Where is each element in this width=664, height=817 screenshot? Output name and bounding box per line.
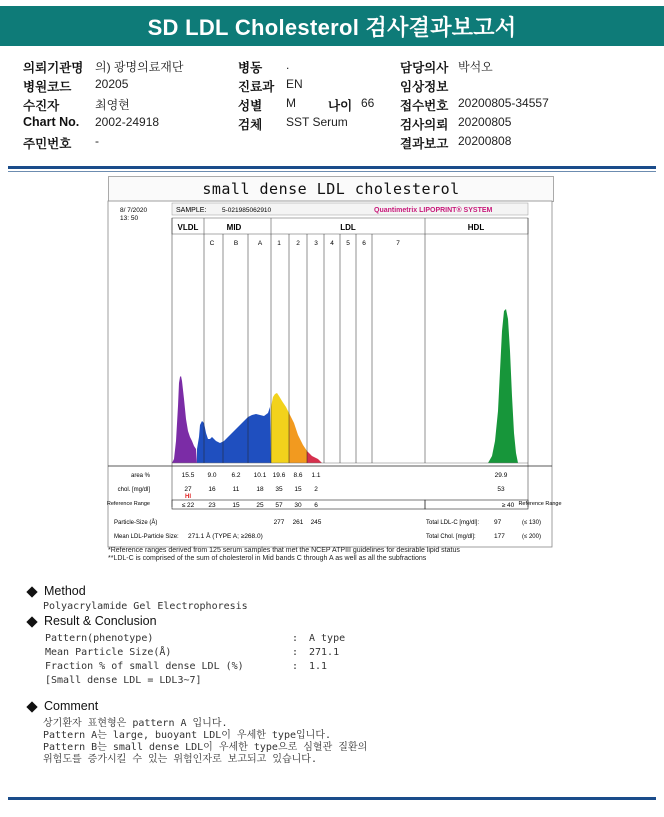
comment-line: Pattern A는 large, buoyant LDL이 우세한 type입니다. bbox=[43, 730, 331, 741]
sample-id: 5-021985062910 bbox=[222, 207, 272, 214]
result-colon: : bbox=[292, 633, 299, 644]
ref-value: 30 bbox=[294, 502, 302, 509]
result-colon: : bbox=[292, 647, 299, 658]
info-value: 의) 광명의료재단 bbox=[95, 60, 184, 74]
size-value: 277 bbox=[273, 519, 285, 526]
info-label: 주민번호 bbox=[23, 137, 72, 151]
info-value: SST Serum bbox=[286, 115, 348, 129]
row-label-size: Particle-Size (Å) bbox=[114, 520, 158, 526]
chol-value: 18 bbox=[256, 486, 264, 493]
info-value: 66 bbox=[361, 96, 375, 110]
total-ldl-label: Total LDL-C [mg/dl]: bbox=[426, 520, 480, 526]
result-value: 271.1 bbox=[309, 647, 340, 658]
lipoprint-panel bbox=[106, 201, 562, 547]
patient-info bbox=[0, 52, 664, 162]
result-heading-text: Result & Conclusion bbox=[44, 614, 157, 628]
area-value: 19.6 bbox=[272, 472, 286, 479]
chol-value: 16 bbox=[208, 486, 216, 493]
lipoprint-title: small dense LDL cholesterol bbox=[108, 176, 554, 202]
total-chol-ref: (≤ 200) bbox=[522, 534, 541, 540]
info-value: 2002-24918 bbox=[95, 115, 160, 129]
info-label: 나이 bbox=[328, 99, 353, 113]
method-text: Polyacrylamide Gel Electrophoresis bbox=[43, 601, 248, 612]
result-label: Pattern(phenotype) bbox=[45, 633, 154, 644]
footnote: **LDL-C is comprised of the sum of cholesterol in Mid bands C through A as well as all the subfractions bbox=[108, 555, 427, 562]
result-note: [Small dense LDL = LDL3~7] bbox=[45, 675, 202, 686]
size-value: 245 bbox=[310, 519, 322, 526]
info-label: 접수번호 bbox=[400, 99, 449, 113]
info-value: 20200805-34557 bbox=[458, 96, 549, 110]
report-title: SD LDL Cholesterol 검사결과보고서 bbox=[147, 14, 517, 40]
area-value: 29.9 bbox=[494, 472, 508, 479]
ref-value: ≤ 22 bbox=[181, 502, 195, 509]
info-label: 성별 bbox=[238, 99, 263, 113]
group-vldl: VLDL bbox=[177, 223, 199, 232]
ref-value: 57 bbox=[275, 502, 283, 509]
diamond-icon bbox=[26, 701, 37, 712]
ref-value: 6 bbox=[314, 502, 318, 509]
info-label: 의뢰기관명 bbox=[23, 61, 84, 75]
sample-label: SAMPLE: bbox=[176, 207, 207, 214]
panel-frame bbox=[108, 201, 552, 547]
chol-value: 53 bbox=[497, 486, 505, 493]
info-label: 담당의사 bbox=[400, 61, 449, 75]
info-label: 병동 bbox=[238, 61, 263, 75]
system-label: Quantimetrix LIPOPRINT® SYSTEM bbox=[374, 207, 493, 214]
area-value: 1.1 bbox=[311, 472, 321, 479]
info-label: 결과보고 bbox=[400, 137, 449, 151]
info-value: . bbox=[286, 58, 290, 72]
info-value: 최영현 bbox=[95, 98, 130, 112]
info-label: 검사의뢰 bbox=[400, 118, 449, 132]
group-hdl: HDL bbox=[467, 223, 485, 232]
group-mid: MID bbox=[226, 223, 242, 232]
mean-size-value: 271.1 Å (TYPE A; ≥268.0) bbox=[188, 533, 263, 540]
info-label: 임상정보 bbox=[400, 80, 449, 94]
chol-value: 27 bbox=[184, 486, 192, 493]
divider bbox=[8, 171, 656, 172]
diamond-icon bbox=[26, 586, 37, 597]
chol-flag: HI bbox=[185, 494, 191, 500]
divider bbox=[8, 166, 656, 169]
info-value: EN bbox=[286, 77, 303, 91]
chol-value: 15 bbox=[294, 486, 302, 493]
ref-value: 15 bbox=[232, 502, 240, 509]
info-label: 검체 bbox=[238, 118, 263, 132]
chol-value: 11 bbox=[232, 486, 240, 493]
area-value: 10.1 bbox=[253, 472, 267, 479]
info-label: 병원코드 bbox=[23, 80, 72, 94]
area-value: 15.5 bbox=[181, 472, 195, 479]
band-label: C bbox=[209, 240, 215, 247]
comment-line: Pattern B는 small dense LDL이 우세한 type으로 심혈관 질환의 bbox=[43, 742, 368, 753]
info-label: 진료과 bbox=[238, 80, 275, 94]
method-heading bbox=[28, 584, 86, 598]
row-label-chol: chol. [mg/dl] bbox=[117, 487, 150, 493]
result-value: A type bbox=[309, 633, 346, 644]
group-ldl: LDL bbox=[340, 223, 356, 232]
total-ldl-value: 97 bbox=[494, 519, 502, 526]
result-value: 1.1 bbox=[309, 661, 328, 672]
result-label: Mean Particle Size(Å) bbox=[45, 647, 172, 658]
footer-divider bbox=[8, 797, 656, 800]
total-chol-label: Total Chol. [mg/dl]: bbox=[426, 534, 476, 540]
result-label: Fraction % of small dense LDL (%) bbox=[45, 661, 244, 672]
band-label: A bbox=[257, 240, 263, 247]
comment-heading bbox=[28, 699, 98, 713]
row-label-area: area % bbox=[130, 473, 150, 479]
band-label: 4 bbox=[330, 240, 334, 247]
info-value: 박석오 bbox=[458, 60, 493, 74]
band-label: 2 bbox=[296, 240, 300, 247]
report-title-bar bbox=[0, 6, 664, 46]
ref-value: ≥ 40 bbox=[501, 502, 515, 509]
ref-value: 25 bbox=[256, 502, 264, 509]
band-label: 6 bbox=[362, 240, 366, 247]
comment-line: 상기환자 표현형은 pattern A 입니다. bbox=[43, 718, 228, 729]
method-heading-text: Method bbox=[44, 584, 86, 598]
area-value: 9.0 bbox=[207, 472, 217, 479]
size-value: 261 bbox=[292, 519, 304, 526]
row-label-mean: Mean LDL-Particle Size: bbox=[114, 534, 179, 540]
comment-line: 위험도를 증가시킬 수 있는 위험인자로 보고되고 있습니다. bbox=[43, 754, 317, 765]
area-value: 8.6 bbox=[293, 472, 303, 479]
chol-value: 2 bbox=[314, 486, 318, 493]
info-label: Chart No. bbox=[23, 115, 80, 129]
info-value: 20200805 bbox=[458, 115, 512, 129]
area-value: 6.2 bbox=[231, 472, 241, 479]
diamond-icon bbox=[26, 616, 37, 627]
info-value: M bbox=[286, 96, 296, 110]
info-value: - bbox=[95, 134, 99, 148]
band-label: B bbox=[233, 240, 239, 247]
panel-time: 13: 50 bbox=[120, 215, 139, 222]
comment-heading-text: Comment bbox=[44, 699, 99, 713]
band-label: 5 bbox=[346, 240, 350, 247]
info-value: 20200808 bbox=[458, 134, 512, 148]
info-label: 수진자 bbox=[23, 99, 60, 113]
result-colon: : bbox=[292, 661, 299, 672]
panel-date: 8/ 7/2020 bbox=[120, 207, 148, 214]
result-heading bbox=[28, 614, 157, 628]
footnote: *Reference ranges derived from 125 serum samples that met the NCEP ATPIII guidelines for desirable lipid status bbox=[108, 547, 460, 554]
total-ldl-ref: (≤ 130) bbox=[522, 520, 541, 526]
band-label: 1 bbox=[277, 240, 281, 247]
band-label: 3 bbox=[314, 240, 318, 247]
band-label: 7 bbox=[396, 240, 400, 247]
chol-value: 35 bbox=[275, 486, 283, 493]
ref-value: 23 bbox=[208, 502, 216, 509]
row-label-ref: Reference Range bbox=[106, 501, 150, 507]
total-chol-value: 177 bbox=[494, 533, 505, 540]
info-value: 20205 bbox=[95, 77, 129, 91]
ref-side-label: Reference Range bbox=[518, 501, 562, 507]
